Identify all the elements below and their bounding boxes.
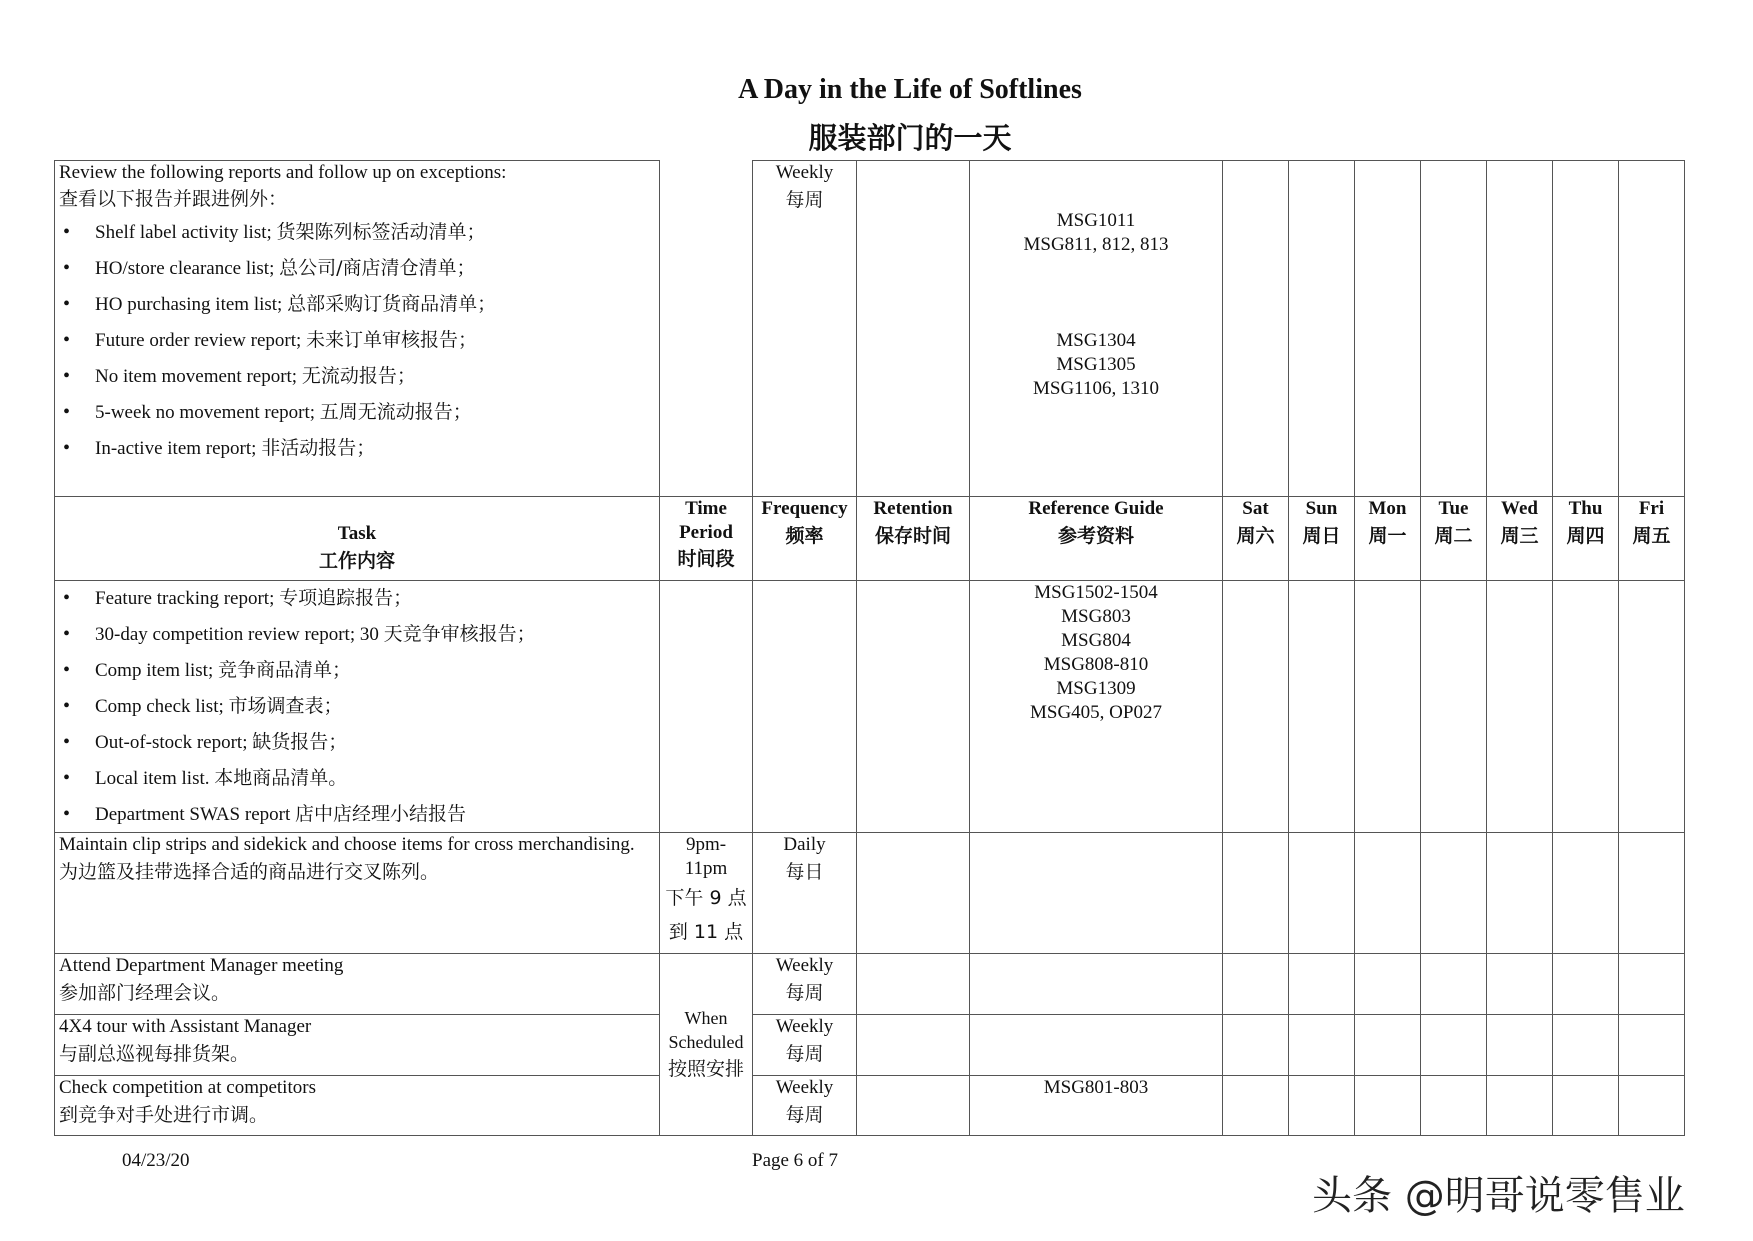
row3-retention-cell <box>856 832 970 954</box>
day-cell <box>1552 1014 1619 1076</box>
day-cell <box>1420 1014 1487 1076</box>
header-task <box>54 496 660 581</box>
day-cell <box>1552 832 1619 954</box>
header-frequency: Frequency 频率 <box>752 496 857 581</box>
day-cell <box>1420 953 1487 1015</box>
day-cell <box>1618 953 1685 1015</box>
row2-task-cell <box>54 580 660 833</box>
row6-task-cell: Check competition at competitors 到竞争对手处进行市调。 <box>54 1075 660 1136</box>
list-item: • Future order review report; 未来订单审核报告； <box>55 325 655 361</box>
list-item: • HO purchasing item list; 总部采购订货商品清单； <box>55 289 655 325</box>
header-reference-guide: Reference Guide 参考资料 <box>969 496 1223 581</box>
row1-reference-cell <box>969 160 1223 497</box>
list-item: • 30-day competition review report; 30 天竞争审核报告； <box>55 619 659 655</box>
header-day-wed: Wed 周三 <box>1486 496 1553 581</box>
header-day-sat: Sat 周六 <box>1222 496 1289 581</box>
header-day-fri: Fri 周五 <box>1618 496 1685 581</box>
page-title-chinese: 服装部门的一天 <box>808 121 1012 155</box>
day-cell <box>1552 953 1619 1015</box>
row3-time-cell: 9pm- 11pm 下午 9 点 到 11 点 <box>659 832 753 954</box>
reference-code: MSG804 <box>1061 630 1131 651</box>
row4-task-cell: Attend Department Manager meeting 参加部门经理会议。 <box>54 953 660 1015</box>
day-cell <box>1288 1014 1355 1076</box>
header-day-mon: Mon 周一 <box>1354 496 1421 581</box>
reference-code: MSG1305 <box>1056 354 1136 375</box>
row3-task-zh: 为边篮及挂带选择合适的商品进行交叉陈列。 <box>59 861 440 883</box>
reference-code: MSG808-810 <box>1043 654 1149 675</box>
day-cell <box>1222 953 1289 1015</box>
list-item: • Comp item list; 竞争商品清单； <box>55 655 659 691</box>
row1-frequency-zh: 每周 <box>785 189 824 211</box>
list-item: • No item movement report; 无流动报告； <box>55 361 655 397</box>
day-cell <box>1486 1014 1553 1076</box>
list-item: • Out-of-stock report; 缺货报告； <box>55 727 659 763</box>
reference-code: MSG1106, 1310 <box>1033 378 1159 399</box>
day-cell <box>1618 1075 1685 1136</box>
list-item: • Shelf label activity list; 货架陈列标签活动清单； <box>55 217 655 253</box>
row2-report-list <box>55 583 659 835</box>
day-cell <box>1288 953 1355 1015</box>
when-scheduled-cell: When Scheduled 按照安排 <box>659 953 753 1136</box>
row2-time-cell <box>659 580 753 833</box>
day-cell <box>1354 1075 1421 1136</box>
header-task-en: Task <box>337 523 377 544</box>
day-cell <box>1618 1014 1685 1076</box>
row6-retention-cell <box>856 1075 970 1136</box>
day-cell <box>1420 1075 1487 1136</box>
watermark: 头条 @明哥说零售业 <box>1312 1173 1685 1219</box>
day-cell <box>1618 832 1685 954</box>
header-day-thu: Thu 周四 <box>1552 496 1619 581</box>
day-cell <box>1222 1014 1289 1076</box>
day-cell <box>1486 160 1553 497</box>
day-cell <box>1486 832 1553 954</box>
day-cell <box>1288 580 1355 833</box>
header-day-tue: Tue 周二 <box>1420 496 1487 581</box>
day-cell <box>1354 953 1421 1015</box>
day-cell <box>1288 832 1355 954</box>
row5-frequency-cell: Weekly 每周 <box>752 1014 857 1076</box>
day-cell <box>1222 580 1289 833</box>
reference-code: MSG801-803 <box>1043 1077 1149 1098</box>
row3-task-en: Maintain clip strips and sidekick and choose items for cross merchandising. <box>59 834 635 855</box>
reference-code: MSG405, OP027 <box>1030 702 1162 723</box>
day-cell <box>1222 1075 1289 1136</box>
day-cell <box>1354 832 1421 954</box>
reference-code: MSG811, 812, 813 <box>1023 234 1169 255</box>
list-item: • HO/store clearance list; 总公司/商店清仓清单； <box>55 253 655 289</box>
row2-retention-cell <box>856 580 970 833</box>
row1-report-list <box>55 217 655 469</box>
day-cell <box>1354 580 1421 833</box>
day-cell <box>1618 160 1685 497</box>
day-cell <box>1222 160 1289 497</box>
day-cell <box>1288 160 1355 497</box>
row3-frequency-cell: Daily 每日 <box>752 832 857 954</box>
day-cell <box>1552 1075 1619 1136</box>
row5-reference-cell <box>969 1014 1223 1076</box>
list-item: • 5-week no movement report; 五周无流动报告； <box>55 397 655 433</box>
day-cell <box>1354 1014 1421 1076</box>
list-item: • In-active item report; 非活动报告； <box>55 433 655 469</box>
row1-task-cell <box>54 160 660 497</box>
list-item: • Department SWAS report 店中店经理小结报告 <box>55 799 659 835</box>
row6-reference-cell <box>969 1075 1223 1136</box>
reference-code: MSG1304 <box>1056 330 1136 351</box>
day-cell <box>1354 160 1421 497</box>
day-cell <box>1420 580 1487 833</box>
footer-date: 04/23/20 <box>122 1150 190 1171</box>
day-cell <box>1618 580 1685 833</box>
day-cell <box>1486 953 1553 1015</box>
list-item: • Comp check list; 市场调查表； <box>55 691 659 727</box>
day-cell <box>1486 1075 1553 1136</box>
row2-frequency-cell <box>752 580 857 833</box>
page-title: A Day in the Life of Softlines <box>738 74 1082 105</box>
day-cell <box>1288 1075 1355 1136</box>
row1-retention-cell <box>856 160 970 497</box>
row2-reference-cell <box>969 580 1223 833</box>
header-time-period: Time Period 时间段 <box>659 496 753 581</box>
row6-frequency-cell: Weekly 每周 <box>752 1075 857 1136</box>
row5-retention-cell <box>856 1014 970 1076</box>
reference-code: MSG1502-1504 <box>1034 582 1158 603</box>
row4-frequency-cell: Weekly 每周 <box>752 953 857 1015</box>
header-retention: Retention 保存时间 <box>856 496 970 581</box>
row1-frequency-cell <box>752 160 857 497</box>
reference-code: MSG803 <box>1061 606 1131 627</box>
row1-intro-zh: 查看以下报告并跟进例外： <box>59 188 288 210</box>
header-task-zh: 工作内容 <box>318 550 395 572</box>
reference-code: MSG1309 <box>1056 678 1136 699</box>
day-cell <box>1552 160 1619 497</box>
reference-code: MSG1011 <box>1056 210 1136 231</box>
day-cell <box>1222 832 1289 954</box>
day-cell <box>1486 580 1553 833</box>
row3-task-cell <box>54 832 660 954</box>
row5-task-cell: 4X4 tour with Assistant Manager 与副总巡视每排货架。 <box>54 1014 660 1076</box>
header-day-sun: Sun 周日 <box>1288 496 1355 581</box>
row4-retention-cell <box>856 953 970 1015</box>
day-cell <box>1552 580 1619 833</box>
row3-reference-cell <box>969 832 1223 954</box>
list-item: • Feature tracking report; 专项追踪报告； <box>55 583 659 619</box>
list-item: • Local item list. 本地商品清单。 <box>55 763 659 799</box>
row4-reference-cell <box>969 953 1223 1015</box>
day-cell <box>1420 160 1487 497</box>
row1-intro-en: Review the following reports and follow up on exceptions: <box>59 162 507 183</box>
page-number: Page 6 of 7 <box>752 1150 839 1171</box>
row1-frequency-en: Weekly <box>775 162 834 183</box>
day-cell <box>1420 832 1487 954</box>
